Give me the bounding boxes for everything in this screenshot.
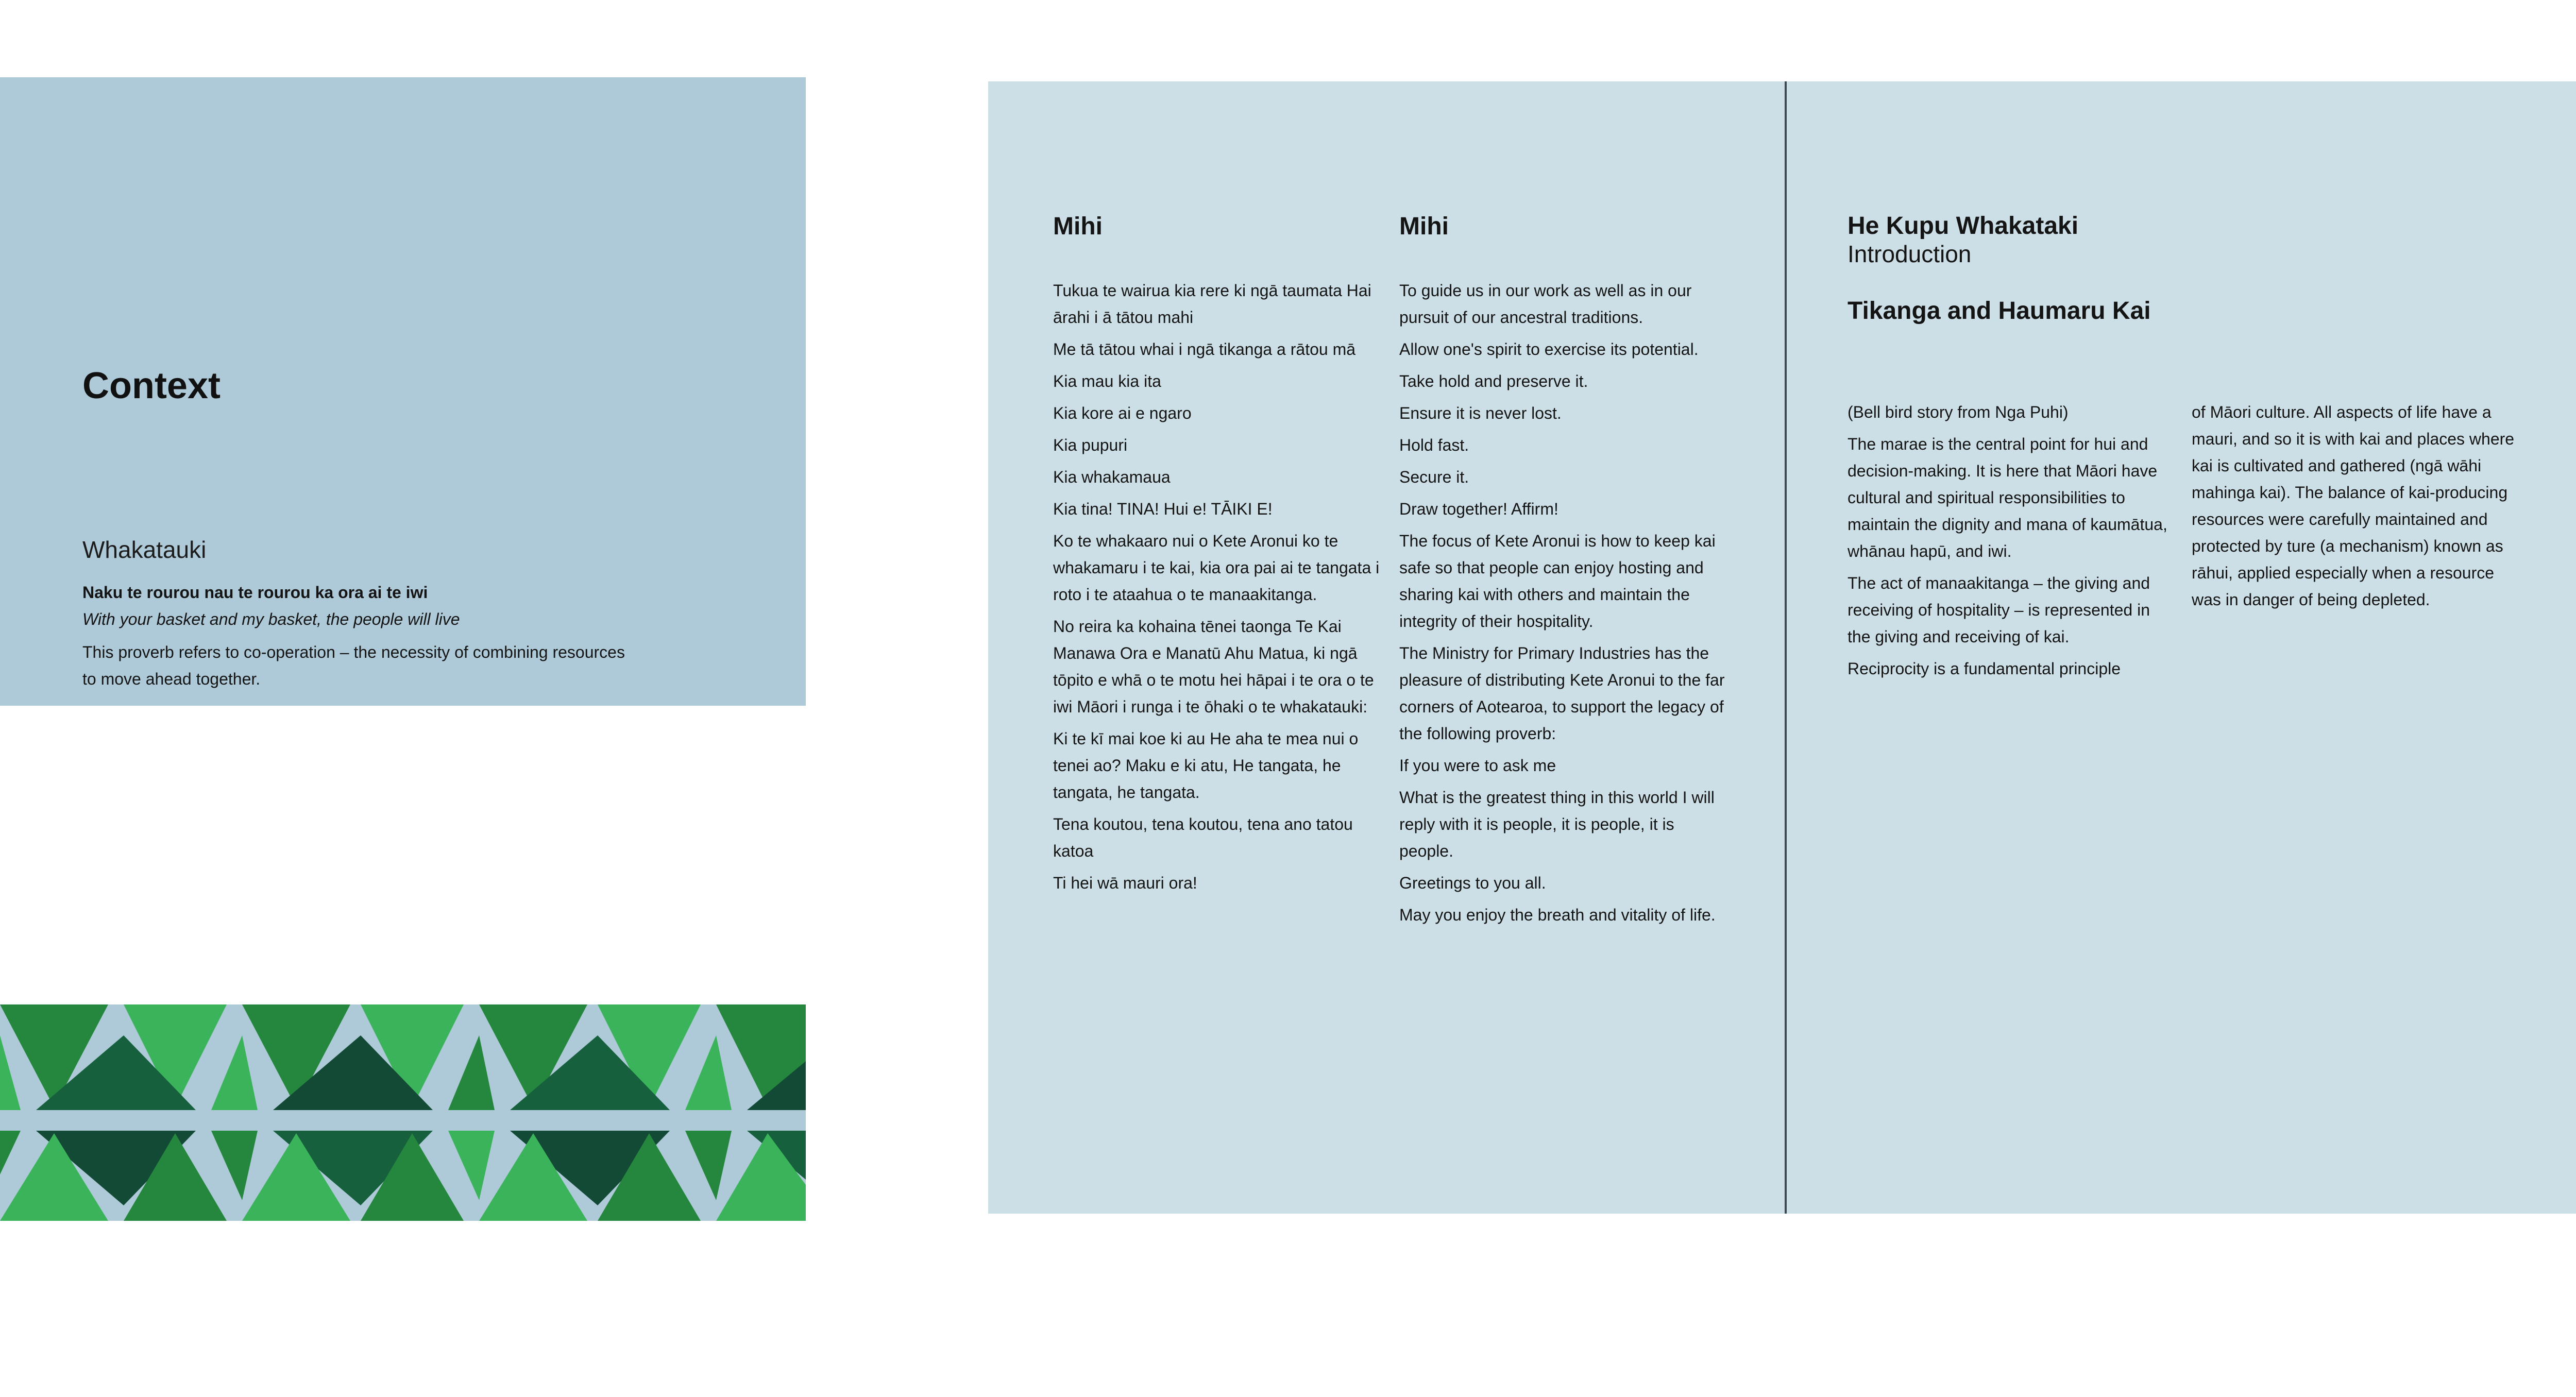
paragraph: Take hold and preserve it. [1399,372,1588,390]
paragraph: of Māori culture. All aspects of life have a mauri, and so it is with kai and places where kai is cultivated and gathered (ngā wāhi mahinga kai). The balance of kai-producing resources were carefully maintained and protected by ture (a mechanism) known as rāhui, applied especially when a resource was in danger of being depleted. [2192,403,2515,609]
paragraph: Kia whakamaua [1053,468,1171,486]
paragraph: The marae is the central point for hui and decision-making. It is here that Māori have cultural and spiritual responsibilities to maintain the dignity and mana of kaumātua, whānau hapū, and iwi. [1848,435,2167,560]
paragraph: If you were to ask me [1399,756,1556,775]
paragraph: Me tā tātou whai i ngā tikanga a rātou mā [1053,340,1356,359]
paragraph: Kia pupuri [1053,436,1128,454]
mihi-english-heading: Mihi [1399,213,1449,240]
mihi-english-column [1399,277,1729,933]
paragraph: To guide us in our work as well as in our pursuit of our ancestral traditions. [1399,281,1692,327]
proverb-english: With your basket and my basket, the people will live [82,610,460,628]
introduction-title: He Kupu Whakataki [1848,212,2079,240]
paragraph: Ko te whakaaro nui o Kete Aronui ko te whakamaru i te kai, kia ora pai ai te tangata i roto i te ataahua o te manaakitanga. [1053,532,1380,604]
paragraph: Hold fast. [1399,436,1469,454]
introduction-column-1 [1848,399,2177,687]
page-title: Context [82,365,221,406]
paragraph: Tena koutou, tena koutou, tena ano tatou katoa [1053,815,1353,860]
section-title: Tikanga and Haumaru Kai [1848,297,2151,325]
introduction-subtitle: Introduction [1848,241,1972,267]
page-divider [1785,81,1787,1214]
paragraph: Kia kore ai e ngaro [1053,404,1192,422]
paragraph: Tukua te wairua kia rere ki ngā taumata Hai ārahi i ā tātou mahi [1053,281,1371,327]
paragraph: The focus of Kete Aronui is how to keep kai safe so that people can enjoy hosting and sharing kai with others and maintain the integrity of their hospitality. [1399,532,1716,631]
paragraph: Reciprocity is a fundamental principle [1848,659,2121,678]
paragraph: Kia mau kia ita [1053,372,1161,390]
proverb-explanation: This proverb refers to co-operation – the necessity of combining resources to move ahead together. [82,643,625,688]
paragraph: Ensure it is never lost. [1399,404,1562,422]
kowhaiwhai-triangle-pattern [0,1004,806,1221]
introduction-column-2 [2192,399,2521,618]
mihi-maori-heading: Mihi [1053,213,1103,240]
paragraph: The Ministry for Primary Industries has the pleasure of distributing Kete Aronui to the far corners of Aotearoa, to support the legacy of the following proverb: [1399,644,1725,743]
paragraph: The act of manaakitanga – the giving and receiving of hospitality – is represented in the giving and receiving of kai. [1848,574,2150,646]
paragraph: May you enjoy the breath and vitality of life. [1399,906,1716,924]
mihi-introduction-spread [988,81,2576,1214]
whakatauki-heading: Whakatauki [82,536,207,563]
paragraph: No reira ka kohaina tēnei taonga Te Kai Manawa Ora e Manatū Ahu Matua, ki ngā tōpito e whā o te motu hei hāpai i te ora o te iwi Māori i runga i te ōhaki o te whakatauki: [1053,617,1374,716]
paragraph: Kia tina! TINA! Hui e! TĀIKI E! [1053,500,1273,518]
paragraph: Allow one's spirit to exercise its potential. [1399,340,1699,359]
paragraph: What is the greatest thing in this world I will reply with it is people, it is people, it is people. [1399,788,1715,860]
paragraph: Greetings to you all. [1399,874,1546,892]
proverb-maori: Naku te rourou nau te rourou ka ora ai te iwi [82,583,428,602]
paragraph: Ti hei wā mauri ora! [1053,874,1197,892]
mihi-maori-column [1053,277,1383,901]
whakatauki-block [82,579,639,692]
paragraph: (Bell bird story from Nga Puhi) [1848,403,2069,421]
paragraph: Ki te kī mai koe ki au He aha te mea nui o tenei ao? Maku e ki atu, He tangata, he tangata, he tangata. [1053,729,1359,802]
paragraph: Draw together! Affirm! [1399,500,1558,518]
paragraph: Secure it. [1399,468,1469,486]
